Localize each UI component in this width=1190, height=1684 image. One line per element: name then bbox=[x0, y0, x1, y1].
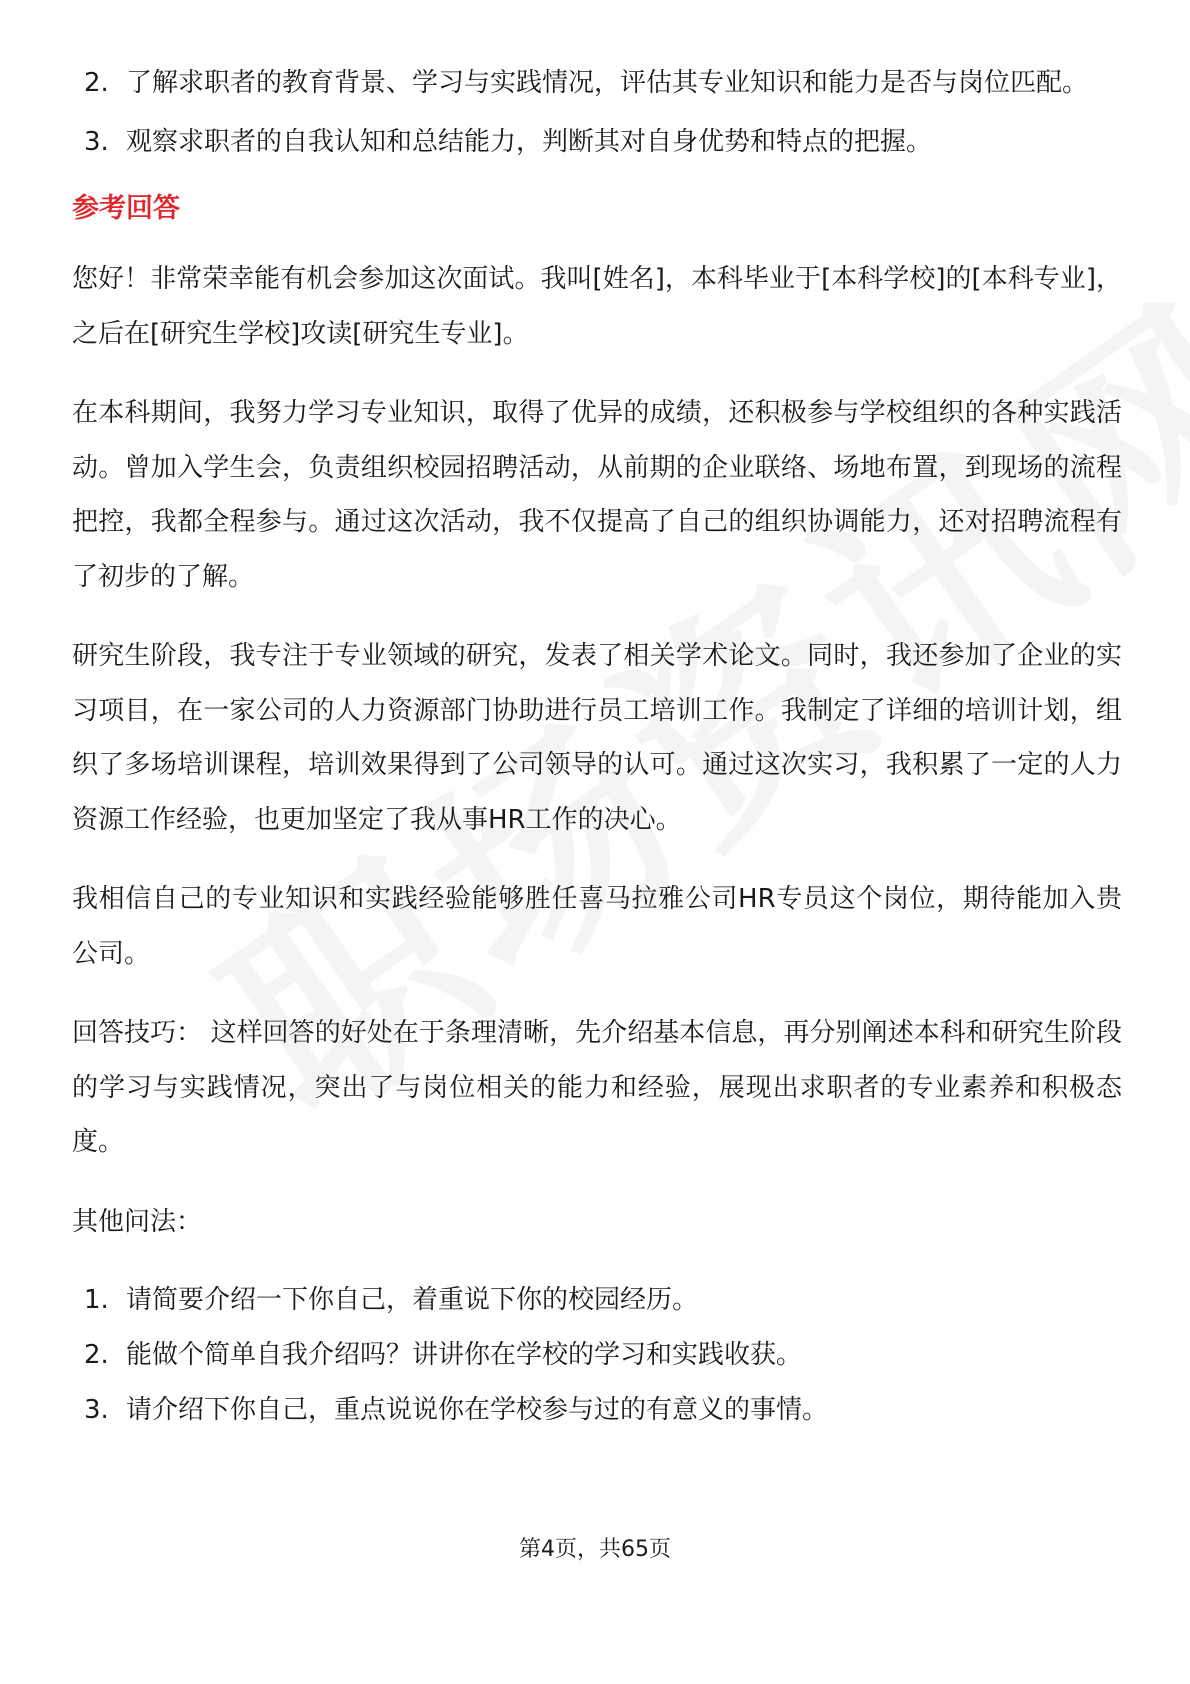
list-item bbox=[72, 1328, 1122, 1383]
page-content bbox=[72, 56, 1122, 1438]
list-item-text: 请介绍下你自己，重点说说你在学校参与过的有意义的事情。 bbox=[126, 1394, 829, 1425]
other-questions-title: 其他问法： bbox=[72, 1206, 203, 1237]
list-item-number: 2. bbox=[84, 68, 109, 98]
list-item bbox=[72, 1273, 1122, 1328]
answer-paragraph-graduate: 研究生阶段，我专注于专业领域的研究，发表了相关学术论文。同时，我还参加了企业的实习项目，在一家公司的人力资源部门协助进行员工培训工作。我制定了详细的培训计划，组织了多场培训课程，培训效果得到了公司领导的认可。通过这次实习，我积累了一定的人力资源工作经验，也更加坚定了我从事HR工作的决心。 bbox=[72, 641, 1122, 835]
list-item-text: 观察求职者的自我认知和总结能力，判断其对自身优势和特点的把握。 bbox=[126, 127, 933, 157]
list-item-text: 请简要介绍一下你自己，着重说下你的校园经历。 bbox=[126, 1284, 699, 1315]
list-item-number: 3. bbox=[84, 1394, 109, 1425]
list-item-text: 了解求职者的教育背景、学习与实践情况，评估其专业知识和能力是否与岗位匹配。 bbox=[126, 68, 1089, 98]
answer-tips-paragraph: 回答技巧： 这样回答的好处在于条理清晰，先介绍基本信息，再分别阐述本科和研究生阶段的学习与实践情况，突出了与岗位相关的能力和经验，展现出求职者的专业素养和积极态度。 bbox=[72, 1018, 1122, 1157]
list-item-text: 能做个简单自我介绍吗？讲讲你在学校的学习和实践收获。 bbox=[126, 1339, 803, 1370]
other-questions-list bbox=[72, 1273, 1122, 1438]
evaluation-points-list bbox=[72, 56, 1122, 170]
list-item bbox=[72, 1383, 1122, 1438]
list-item bbox=[72, 115, 1122, 170]
list-item-number: 3. bbox=[84, 127, 109, 157]
list-item-number: 2. bbox=[84, 1339, 109, 1370]
answer-paragraph-closing: 我相信自己的专业知识和实践经验能够胜任喜马拉雅公司HR专员这个岗位，期待能加入贵公司。 bbox=[72, 884, 1122, 969]
list-item bbox=[72, 56, 1122, 111]
page-footer: 第4页，共65页 bbox=[519, 1537, 671, 1562]
answer-paragraph-undergrad: 在本科期间，我努力学习专业知识，取得了优异的成绩，还积极参与学校组织的各种实践活动。曾加入学生会，负责组织校园招聘活动，从前期的企业联络、场地布置，到现场的流程把控，我都全程参与。通过这次活动，我不仅提高了自己的组织协调能力，还对招聘流程有了初步的了解。 bbox=[72, 398, 1122, 592]
answer-paragraph-intro: 您好！非常荣幸能有机会参加这次面试。我叫[姓名]，本科毕业于[本科学校]的[本科专业]，之后在[研究生学校]攻读[研究生专业]。 bbox=[72, 264, 1122, 349]
list-item-number: 1. bbox=[84, 1284, 109, 1315]
section-heading: 参考回答 bbox=[72, 193, 180, 224]
